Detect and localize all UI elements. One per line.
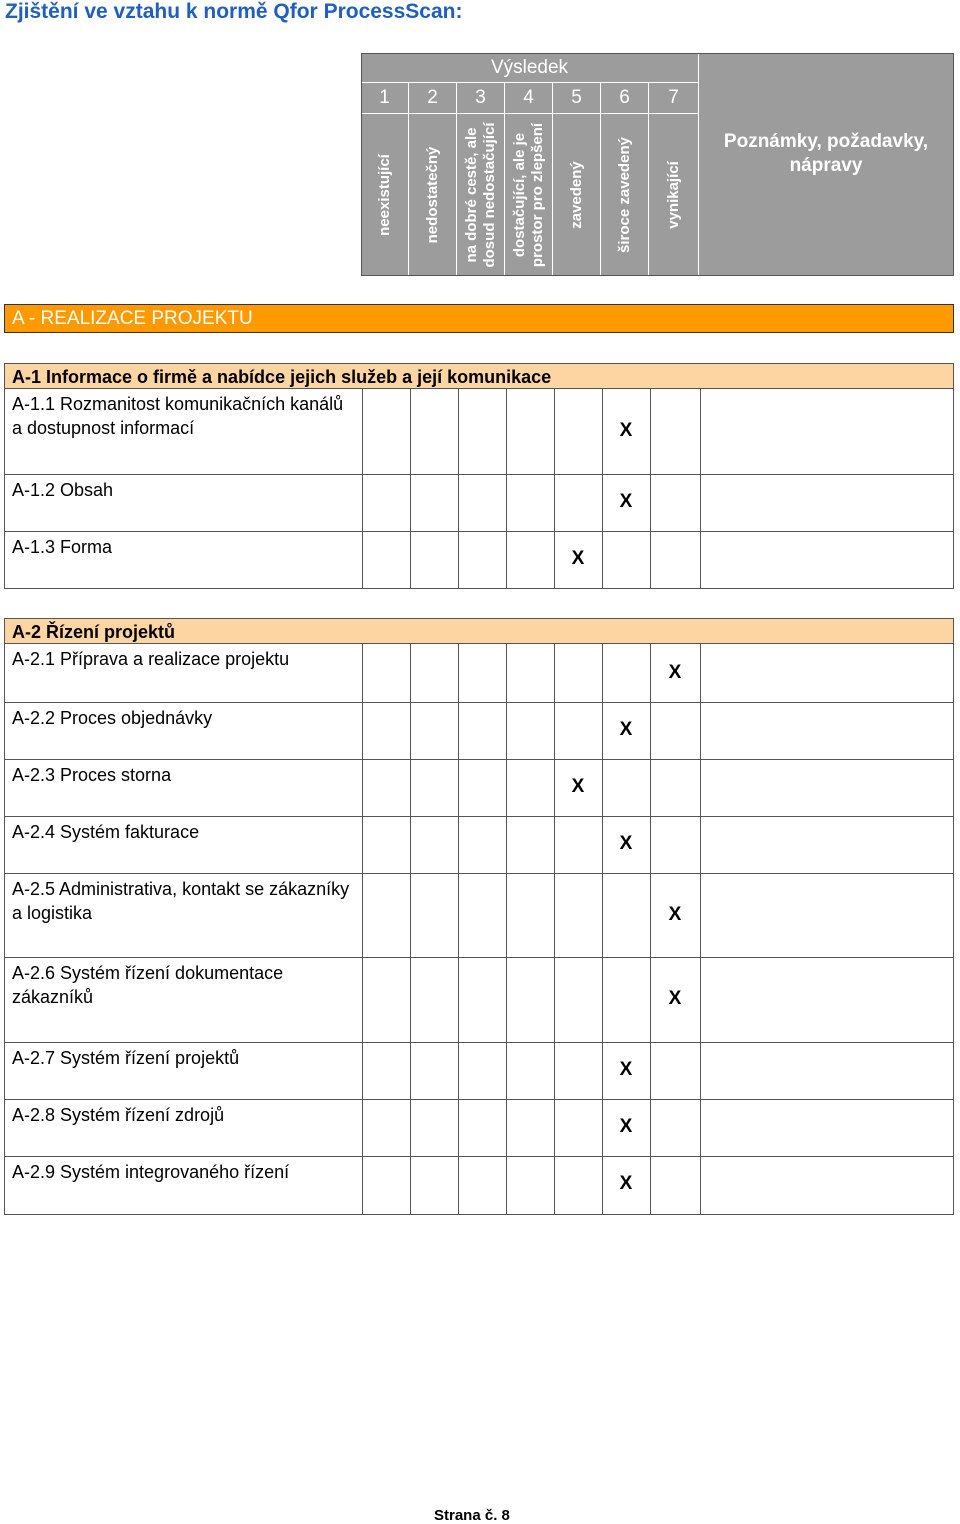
column-divider — [602, 958, 603, 1042]
column-divider — [506, 703, 507, 759]
column-divider — [650, 389, 651, 474]
row-mark: X — [619, 833, 633, 854]
column-divider — [362, 644, 363, 702]
row-mark: X — [619, 491, 633, 512]
column-divider — [700, 874, 701, 957]
row-label: A-2.3 Proces storna — [12, 765, 172, 785]
column-divider — [650, 1043, 651, 1099]
column-divider — [458, 475, 459, 531]
row-label: A-2.9 Systém integrovaného řízení — [12, 1162, 290, 1182]
column-divider — [650, 958, 651, 1042]
column-divider — [506, 1157, 507, 1214]
level-label-6: široce zavedený — [601, 114, 649, 276]
table-row — [4, 958, 954, 1043]
column-divider — [458, 874, 459, 957]
row-mark: X — [619, 1059, 633, 1080]
column-divider — [650, 1100, 651, 1156]
column-divider — [362, 1100, 363, 1156]
result-header — [361, 53, 954, 276]
row-mark: X — [668, 904, 682, 925]
column-divider — [410, 1043, 411, 1099]
column-divider — [602, 644, 603, 702]
row-mark: X — [619, 719, 633, 740]
column-divider — [410, 874, 411, 957]
column-divider — [700, 958, 701, 1042]
column-divider — [506, 389, 507, 474]
table-row — [4, 703, 954, 760]
level-number-2: 2 — [409, 83, 457, 114]
column-divider — [602, 817, 603, 873]
table-row — [4, 760, 954, 817]
group-a2-title: A-2 Řízení projektů — [4, 618, 954, 644]
column-divider — [602, 760, 603, 816]
row-mark: X — [668, 988, 682, 1009]
column-divider — [554, 703, 555, 759]
column-divider — [362, 703, 363, 759]
column-divider — [410, 760, 411, 816]
column-divider — [700, 1157, 701, 1214]
column-divider — [410, 703, 411, 759]
column-divider — [700, 532, 701, 588]
column-divider — [700, 1100, 701, 1156]
column-divider — [458, 760, 459, 816]
column-divider — [506, 760, 507, 816]
column-divider — [410, 958, 411, 1042]
level-number-3: 3 — [457, 83, 505, 114]
column-divider — [554, 817, 555, 873]
column-divider — [602, 1100, 603, 1156]
table-row — [4, 1157, 954, 1215]
column-divider — [700, 644, 701, 702]
column-divider — [554, 760, 555, 816]
row-mark: X — [571, 548, 585, 569]
column-divider — [410, 1100, 411, 1156]
row-mark: X — [619, 420, 633, 441]
column-divider — [650, 817, 651, 873]
level-number-6: 6 — [601, 83, 649, 114]
table-row — [4, 874, 954, 958]
row-mark: X — [619, 1116, 633, 1137]
column-divider — [458, 1100, 459, 1156]
column-divider — [410, 475, 411, 531]
column-divider — [506, 874, 507, 957]
column-divider — [362, 389, 363, 474]
result-label: Výsledek — [361, 53, 699, 83]
column-divider — [362, 817, 363, 873]
level-number-7: 7 — [649, 83, 699, 114]
row-mark: X — [619, 1173, 633, 1194]
column-divider — [362, 475, 363, 531]
level-number-5: 5 — [553, 83, 601, 114]
row-mark: X — [668, 662, 682, 683]
row-label: A-2.5 Administrativa, kontakt se zákazníky a logistika — [12, 879, 350, 923]
column-divider — [410, 389, 411, 474]
row-label: A-2.6 Systém řízení dokumentace zákazníků — [12, 963, 284, 1007]
page-title: Zjištění ve vztahu k normě Qfor ProcessScan: — [5, 0, 463, 23]
column-divider — [602, 1043, 603, 1099]
column-divider — [554, 1100, 555, 1156]
column-divider — [506, 817, 507, 873]
column-divider — [602, 532, 603, 588]
column-divider — [554, 958, 555, 1042]
table-row — [4, 817, 954, 874]
column-divider — [362, 1157, 363, 1214]
column-divider — [650, 874, 651, 957]
column-divider — [506, 644, 507, 702]
level-label-3: na dobré cestě, ale dosud nedostačující — [457, 114, 505, 276]
table-row — [4, 1100, 954, 1157]
column-divider — [410, 1157, 411, 1214]
column-divider — [458, 1043, 459, 1099]
column-divider — [362, 760, 363, 816]
level-label-5: zavedený — [553, 114, 601, 276]
column-divider — [700, 817, 701, 873]
column-divider — [554, 475, 555, 531]
column-divider — [362, 874, 363, 957]
column-divider — [554, 389, 555, 474]
column-divider — [602, 1157, 603, 1214]
column-divider — [410, 532, 411, 588]
row-label: A-2.4 Systém fakturace — [12, 822, 200, 842]
column-divider — [602, 874, 603, 957]
level-label-2: nedostatečný — [409, 114, 457, 276]
column-divider — [554, 1157, 555, 1214]
table-row — [4, 1043, 954, 1100]
column-divider — [410, 817, 411, 873]
page-number: Strana č. 8 — [434, 1507, 510, 1524]
table-row — [4, 389, 954, 475]
section-title: A - REALIZACE PROJEKTU — [4, 304, 954, 333]
column-divider — [506, 1100, 507, 1156]
column-divider — [650, 644, 651, 702]
table-row — [4, 644, 954, 703]
table-row — [4, 532, 954, 589]
column-divider — [458, 389, 459, 474]
column-divider — [554, 644, 555, 702]
column-divider — [554, 1043, 555, 1099]
column-divider — [700, 703, 701, 759]
level-number-1: 1 — [361, 83, 409, 114]
column-divider — [458, 958, 459, 1042]
notes-header: Poznámky, požadavky, nápravy — [699, 53, 954, 276]
column-divider — [650, 1157, 651, 1214]
row-label: A-2.2 Proces objednávky — [12, 708, 213, 728]
level-label-1: neexistující — [361, 114, 409, 276]
table-row — [4, 475, 954, 532]
column-divider — [506, 958, 507, 1042]
column-divider — [362, 958, 363, 1042]
column-divider — [362, 1043, 363, 1099]
row-label: A-2.1 Příprava a realizace projektu — [12, 649, 290, 669]
column-divider — [650, 532, 651, 588]
column-divider — [650, 703, 651, 759]
row-label: A-2.8 Systém řízení zdrojů — [12, 1105, 225, 1125]
level-number-4: 4 — [505, 83, 553, 114]
column-divider — [650, 475, 651, 531]
column-divider — [700, 475, 701, 531]
column-divider — [602, 703, 603, 759]
column-divider — [602, 475, 603, 531]
column-divider — [458, 532, 459, 588]
row-label: A-1.2 Obsah — [12, 480, 114, 500]
level-label-7: vynikající — [649, 114, 699, 276]
column-divider — [554, 874, 555, 957]
row-label: A-2.7 Systém řízení projektů — [12, 1048, 240, 1068]
level-label-4: dostačující, ale je prostor pro zlepšení — [505, 114, 553, 276]
column-divider — [506, 532, 507, 588]
column-divider — [458, 644, 459, 702]
row-label: A-1.1 Rozmanitost komunikačních kanálů a dostupnost informací — [12, 394, 344, 438]
column-divider — [458, 1157, 459, 1214]
column-divider — [700, 389, 701, 474]
column-divider — [700, 1043, 701, 1099]
column-divider — [410, 644, 411, 702]
column-divider — [650, 760, 651, 816]
group-a1-title: A-1 Informace o firmě a nabídce jejich služeb a její komunikace — [4, 363, 954, 389]
column-divider — [554, 532, 555, 588]
column-divider — [458, 817, 459, 873]
row-mark: X — [571, 776, 585, 797]
column-divider — [506, 1043, 507, 1099]
column-divider — [602, 389, 603, 474]
column-divider — [458, 703, 459, 759]
column-divider — [506, 475, 507, 531]
row-label: A-1.3 Forma — [12, 537, 113, 557]
column-divider — [362, 532, 363, 588]
column-divider — [700, 760, 701, 816]
